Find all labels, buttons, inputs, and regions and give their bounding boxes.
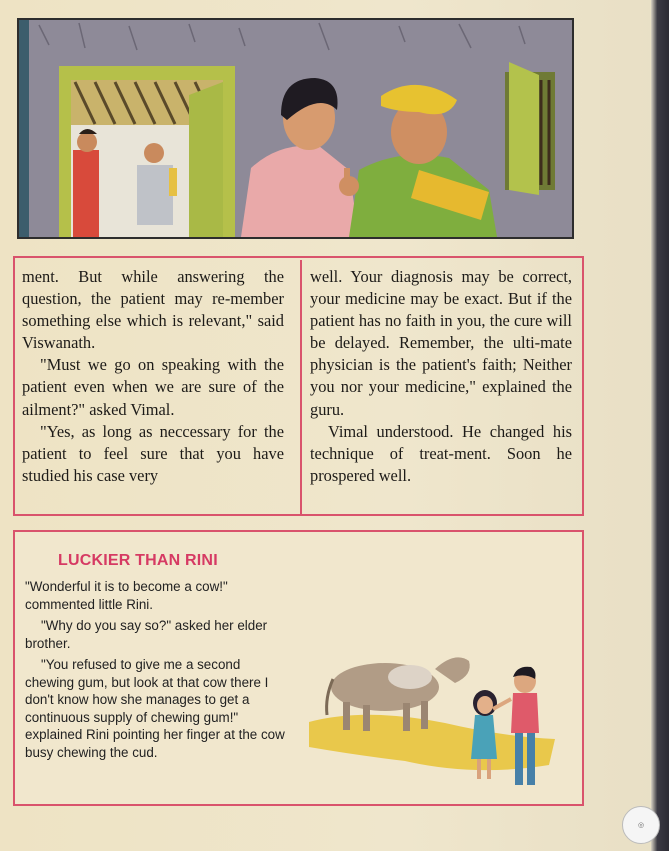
scanner-logo-icon: ◎ xyxy=(622,806,660,844)
story-column-right xyxy=(310,266,572,487)
joke-text xyxy=(25,578,287,765)
illustration-art xyxy=(19,20,572,237)
story-column-left xyxy=(22,266,284,487)
joke-paragraph: "You refused to give me a second chewing gum, but look at that cow there I don't know how she manages to get a continuous supply of chewing gum!" explained Rini pointing her finger at the cow busy chewing the cud. xyxy=(25,657,285,760)
story-paragraph: Vimal understood. He changed his technique of treat-ment. Soon he prospered well. xyxy=(310,421,572,485)
story-illustration xyxy=(17,18,574,239)
story-paragraph: "Yes, as long as neccessary for the patient to feel sure that you have studied his case very xyxy=(22,421,284,485)
story-paragraph: ment. But while answering the question, the patient may re-member something else which is relevant," said Viswanath. xyxy=(22,267,284,353)
joke-paragraph: "Why do you say so?" asked her elder brother. xyxy=(25,618,268,651)
story-text-box xyxy=(13,256,584,516)
cow-and-children-illustration xyxy=(305,627,565,802)
joke-title: LUCKIER THAN RINI xyxy=(58,552,218,569)
joke-box xyxy=(13,530,584,806)
story-paragraph: "Must we go on speaking with the patient even when we are sure of the ailment?" asked Vimal. xyxy=(22,355,284,419)
joke-paragraph: "Wonderful it is to become a cow!" commented little Rini. xyxy=(25,579,228,612)
column-divider xyxy=(300,260,302,514)
story-paragraph: well. Your diagnosis may be correct, your medicine may be exact. But if the patient has no faith in you, the cure will be delayed. Remember, the ulti-mate physician is the patient's faith; Neither you nor your medicine," explained the guru. xyxy=(310,267,572,419)
page-edge xyxy=(651,0,669,851)
